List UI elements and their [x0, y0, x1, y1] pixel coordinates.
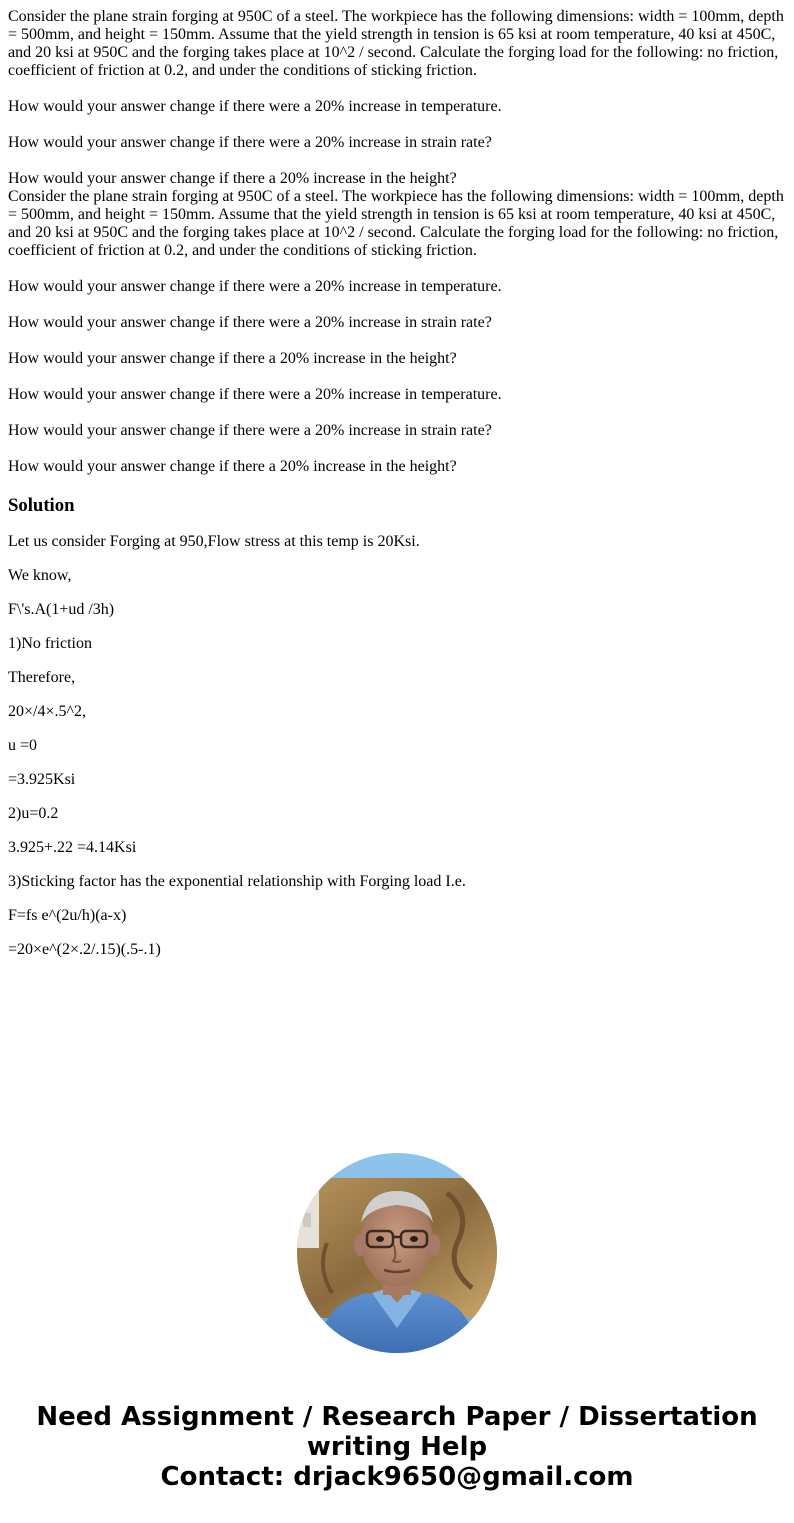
author-avatar: [297, 1153, 497, 1353]
question-temperature: How would your answer change if there were a 20% increase in temperature.: [8, 98, 502, 115]
solution-line: Therefore,: [8, 669, 76, 686]
solution-line: F=fs e^(2u/h)(a-x): [8, 907, 127, 924]
question-strain-rate: How would your answer change if there were a 20% increase in strain rate?: [8, 134, 492, 151]
solution-line: Let us consider Forging at 950,Flow stress at this temp is 20Ksi.: [8, 533, 420, 550]
question-height: How would your answer change if there a 20% increase in the height?: [8, 458, 457, 475]
solution-line: 1)No friction: [8, 635, 92, 652]
question-strain-rate: How would your answer change if there were a 20% increase in strain rate?: [8, 314, 492, 331]
question-statement: Consider the plane strain forging at 950C of a steel. The workpiece has the following dimensions: width = 100mm, depth = 500mm, and height = 150mm. Assume that the yield strength in tension is 65 ksi at room temperature, 40 ksi at 450C, and 20 ksi at 950C and the forging takes place at 10^2 / second. Calculate the forging load for the following: no friction, coefficient of friction at 0.2, and under the conditions of sticking friction.: [8, 188, 784, 259]
footer-line: writing Help: [306, 1432, 488, 1462]
question-strain-rate: How would your answer change if there were a 20% increase in strain rate?: [8, 422, 492, 439]
question-block-2: [8, 188, 786, 476]
solution-line: 2)u=0.2: [8, 805, 59, 822]
question-temperature: How would your answer change if there were a 20% increase in temperature.: [8, 278, 502, 295]
question-statement: Consider the plane strain forging at 950C of a steel. The workpiece has the following dimensions: width = 100mm, depth = 500mm, and height = 150mm. Assume that the yield strength in tension is 65 ksi at room temperature, 40 ksi at 450C, and 20 ksi at 950C and the forging takes place at 10^2 / second. Calculate the forging load for the following: no friction, coefficient of friction at 0.2, and under the conditions of sticking friction.: [8, 8, 784, 79]
footer-banner: [0, 1402, 794, 1492]
question-height: How would your answer change if there a 20% increase in the height?: [8, 170, 457, 187]
solution-line: We know,: [8, 567, 72, 584]
solution-line: 3.925+.22 =4.14Ksi: [8, 839, 137, 856]
author-portrait-image: [297, 1153, 497, 1353]
question-height: How would your answer change if there a 20% increase in the height?: [8, 350, 457, 367]
solution-line: F\'s.A(1+ud /3h): [8, 601, 115, 618]
solution-heading: Solution: [8, 495, 75, 516]
document-body: [8, 8, 786, 975]
footer-contact: Contact: drjack9650@gmail.com: [160, 1462, 634, 1492]
footer-line: Need Assignment / Research Paper / Dissertation: [36, 1402, 758, 1432]
solution-body: [8, 533, 786, 959]
solution-line: u =0: [8, 737, 38, 754]
solution-line: =20×e^(2×.2/.15)(.5-.1): [8, 941, 161, 958]
question-block-1: [8, 8, 786, 188]
solution-line: 20×/4×.5^2,: [8, 703, 86, 720]
solution-line: =3.925Ksi: [8, 771, 76, 788]
question-temperature: How would your answer change if there were a 20% increase in temperature.: [8, 386, 502, 403]
solution-line: 3)Sticking factor has the exponential relationship with Forging load I.e.: [8, 873, 466, 890]
